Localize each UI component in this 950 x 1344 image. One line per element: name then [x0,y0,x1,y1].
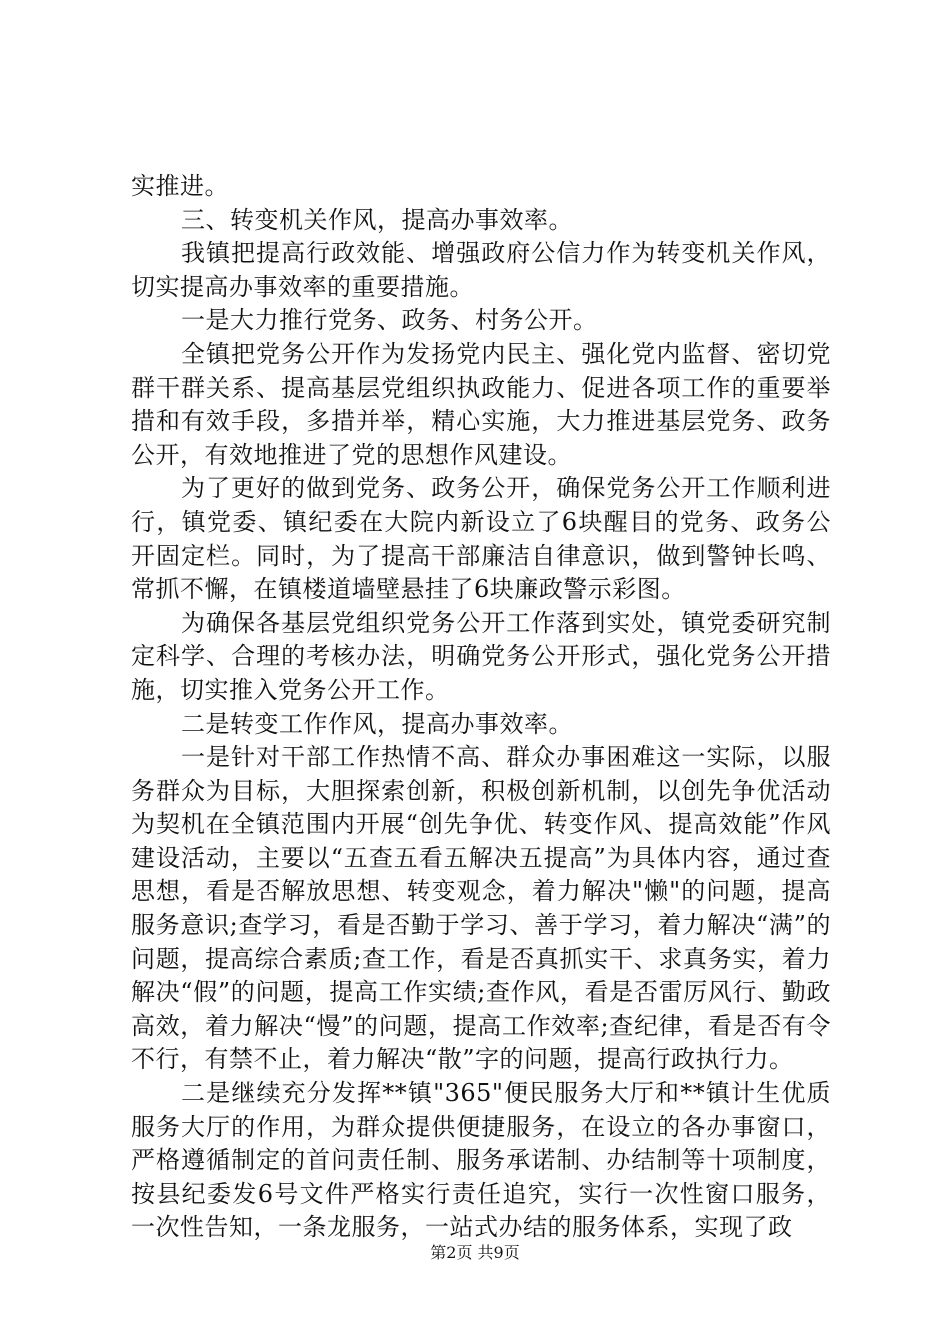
paragraph: 我镇把提高行政效能、增强政府公信力作为转变机关作风，切实提高办事效率的重要措施。 [131,239,831,301]
subheading: 二是转变工作作风，提高办事效率。 [181,709,573,738]
subheading: 一是大力推行党务、政务、村务公开。 [181,306,598,335]
paragraph: 全镇把党务公开作为发扬党内民主、强化党内监督、密切党群干群关系、提高基层党组织执政能力、促进各项工作的重要举措和有效手段，多措并举，精心实施，大力推进基层党务、政务公开，有效地推进了党的思想作风建设。 [131,339,831,469]
paragraph: 一是针对干部工作热情不高、群众办事困难这一实际，以服务群众为目标，大胆探索创新，积极创新机制，以创先争优活动为契机在全镇范围内开展“创先争优、转变作风、提高效能”作风建设活动，主要以“五查五看五解决五提高”为具体内容，通过查思想，看是否解放思想、转变观念，着力解决"懒"的问题，提高服务意识;查学习，看是否勤于学习、善于学习，着力解决“满”的问题，提高综合素质;查工作，看是否真抓实干、求真务实，着力解决“假”的问题，提高工作实绩;查作风，看是否雷厉风行、勤政高效，着力解决“慢”的问题，提高工作效率;查纪律，看是否有令不行，有禁不止，着力解决“散”字的问题，提高行政执行力。 [131,743,831,1074]
document-body [131,170,831,1245]
paragraph: 为确保各基层党组织党务公开工作落到实处，镇党委研究制定科学、合理的考核办法，明确党务公开形式，强化党务公开措施，切实推入党务公开工作。 [131,608,831,704]
paragraph: 为了更好的做到党务、政务公开，确保党务公开工作顺利进行，镇党委、镇纪委在大院内新设立了6块醒目的党务、政务公开固定栏。同时，为了提高干部廉洁自律意识，做到警钟长鸣、常抓不懈，在镇楼道墙壁悬挂了6块廉政警示彩图。 [131,474,831,604]
paragraph: 二是继续充分发挥**镇"365"便民服务大厅和**镇计生优质服务大厅的作用，为群众提供便捷服务，在设立的各办事窗口，严格遵循制定的首问责任制、服务承诺制、办结制等十项制度，按县纪委发6号文件严格实行责任追究，实行一次性窗口服务，一次性告知，一条龙服务，一站式办结的服务体系，实现了政 [131,1079,831,1242]
paragraph: 实推进。 [131,172,229,200]
page-number-footer: 第2页 共9页 [430,1243,520,1262]
section-heading: 三、转变机关作风，提高办事效率。 [181,205,573,234]
